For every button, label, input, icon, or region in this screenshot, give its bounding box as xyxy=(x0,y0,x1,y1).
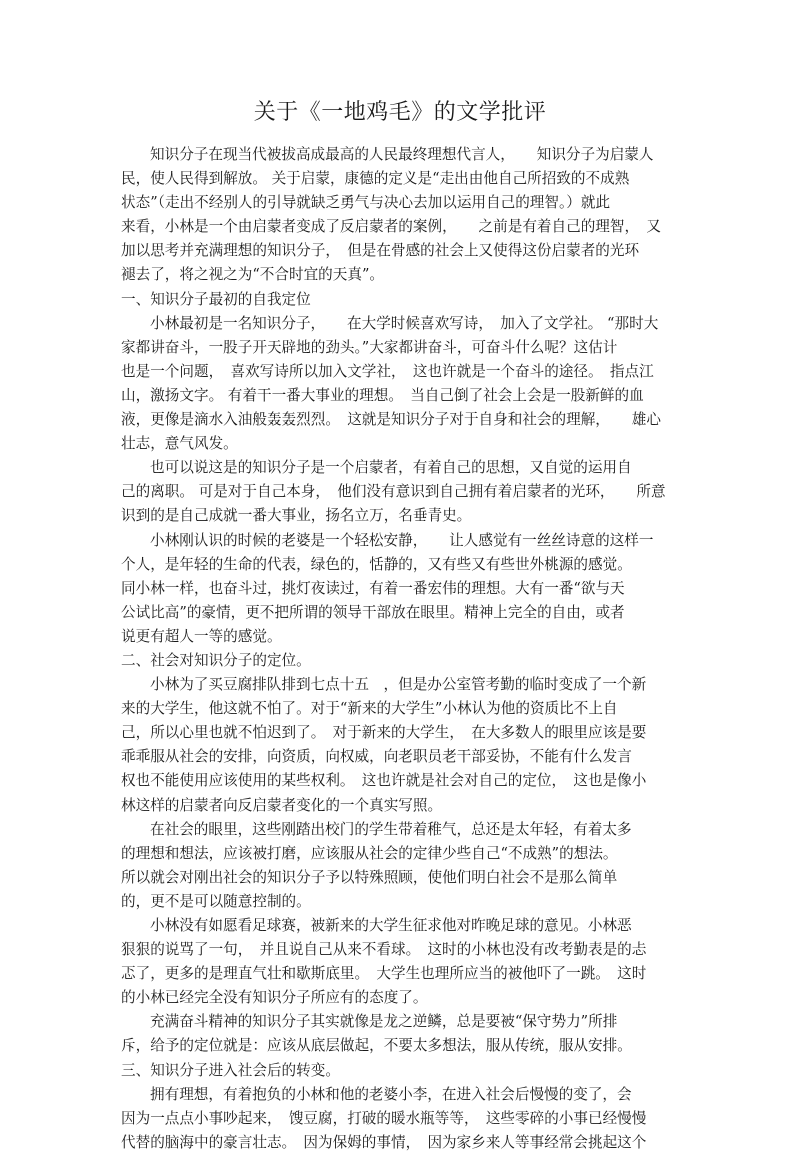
text-line: 状态”（走出不经别人的引导就缺乏勇气与决心去加以运用自己的理智。）就此 xyxy=(121,194,611,212)
text-line: 一、知识分子最初的自我定位 xyxy=(121,290,311,308)
text-line: 己，所以心里也就不怕迟到了。 对于新来的大学生， 在大多数人的眼里应该是要 xyxy=(121,724,647,742)
text-line: 公试比高”的豪情，更不把所谓的领导干部放在眼里。精神上完全的自由，或者 xyxy=(121,603,625,621)
text-line: 也是一个问题， 喜欢写诗所以加入文学社， 这也许就是一个奋斗的途径。 指点江 xyxy=(121,362,654,380)
text-line: 权也不能使用应该使用的某些权利。 这也许就是社会对自己的定位， 这也是像小 xyxy=(121,772,647,790)
text-line: 忑了，更多的是理直气壮和歇斯底里。 大学生也理所应当的被他吓了一跳。 这时 xyxy=(121,965,647,983)
text-line: 三、知识分子进入社会后的转变。 xyxy=(121,1061,340,1079)
text-line: 来的大学生，他这就不怕了。对于“新来的大学生”小林认为他的资质比不上自 xyxy=(121,700,618,718)
text-line: 乖乖服从社会的安排，向资质，向权威，向老职员老干部妥协，不能有什么发言 xyxy=(121,748,632,766)
text-line: 也可以说这是的知识分子是一个启蒙者，有着自己的思想，又自觉的运用自 xyxy=(150,459,632,477)
text-line: 家都讲奋斗，一股子开天辟地的劲头。”大家都讲奋斗，可奋斗什么呢？这估计 xyxy=(121,338,618,356)
text-line: 的小林已经完全没有知识分子所应有的态度了。 xyxy=(121,989,428,1007)
text-line: 个人，是年轻的生命的代表，绿色的，恬静的，又有些又有些世外桃源的感觉。 xyxy=(121,555,632,573)
text-line: 充满奋斗精神的知识分子其实就像是龙之逆鳞，总是要被“保守势力”所排 xyxy=(150,1013,618,1031)
text-line: 识到的是自己成就一番大事业，扬名立万，名垂青史。 xyxy=(121,507,472,525)
text-line: 同小林一样，也奋斗过，挑灯夜读过，有着一番宏伟的理想。大有一番“欲与天 xyxy=(121,579,625,597)
text-line: 林这样的启蒙者向反启蒙者变化的一个真实写照。 xyxy=(121,796,443,814)
text-line: 小林最初是一名知识分子， 在大学时候喜欢写诗， 加入了文学社。 “那时大 xyxy=(150,314,659,332)
document-title: 关于《一地鸡毛》的文学批评 xyxy=(253,100,547,125)
text-line: 山，激扬文字。 有着干一番大事业的理想。 当自己倒了社会上会是一股新鲜的血 xyxy=(121,386,644,404)
text-line: 斥，给予的定位就是：应该从底层做起，不要太多想法，服从传统，服从安排。 xyxy=(121,1037,632,1055)
text-line: 因为一点点小事吵起来， 馊豆腐，打破的暖水瓶等等， 这些零碎的小事已经慢慢 xyxy=(121,1109,647,1127)
document-body xyxy=(121,143,681,1155)
text-line: 壮志，意气风发。 xyxy=(121,435,238,453)
text-line: 小林没有如愿看足球赛，被新来的大学生征求他对昨晚足球的意见。小林恶 xyxy=(150,917,632,934)
text-line: 代替的脑海中的豪言壮志。 因为保姆的事情， 因为家乡来人等事经常会挑起这个 xyxy=(121,1133,647,1151)
text-line: 民，使人民得到解放。 关于启蒙，康德的定义是“走出由他自己所招致的不成熟 xyxy=(121,170,630,188)
text-line: 来看，小林是一个由启蒙者变成了反启蒙者的案例， 之前是有着自己的理智， 又 xyxy=(121,218,661,236)
text-line: 知识分子在现当代被拔高成最高的人民最终理想代言人， 知识分子为启蒙人 xyxy=(150,146,654,163)
text-line: 的，更不是可以随意控制的。 xyxy=(121,892,311,910)
text-line: 狠狠的说骂了一句， 并且说自己从来不看球。 这时的小林也没有改考勤表是的忐 xyxy=(121,941,647,959)
text-line: 加以思考并充满理想的知识分子， 但是在骨感的社会上又使得这份启蒙者的光环 xyxy=(121,242,640,260)
text-line: 小林刚认识的时候的老婆是一个轻松安静， 让人感觉有一丝丝诗意的这样一 xyxy=(150,531,654,549)
text-line: 褪去了，将之视之为“不合时宜的天真”。 xyxy=(121,266,385,284)
text-line: 小林为了买豆腐排队排到七点十五 ，但是办公室管考勤的临时变成了一个新 xyxy=(150,676,647,694)
text-line: 说更有超人一等的感觉。 xyxy=(121,627,282,645)
text-line: 液，更像是滴水入油般轰轰烈烈。 这就是知识分子对于自身和社会的理解， 雄心 xyxy=(121,411,661,429)
text-line: 拥有理想，有着抱负的小林和他的老婆小李，在进入社会后慢慢的变了，会 xyxy=(150,1085,632,1103)
text-line: 己的离职。 可是对于自己本身， 他们没有意识到自己拥有着启蒙者的光环， 所意 xyxy=(121,483,666,501)
text-line: 的理想和想法，应该被打磨，应该服从社会的定律少些自己“不成熟”的想法。 xyxy=(121,844,618,862)
text-line: 所以就会对刚出社会的知识分子予以特殊照顾，使他们明白社会不是那么简单 xyxy=(121,868,618,886)
text-line: 在社会的眼里，这些刚踏出校门的学生带着稚气，总还是太年轻，有着太多 xyxy=(150,820,632,838)
text-line: 二、社会对知识分子的定位。 xyxy=(121,651,311,669)
